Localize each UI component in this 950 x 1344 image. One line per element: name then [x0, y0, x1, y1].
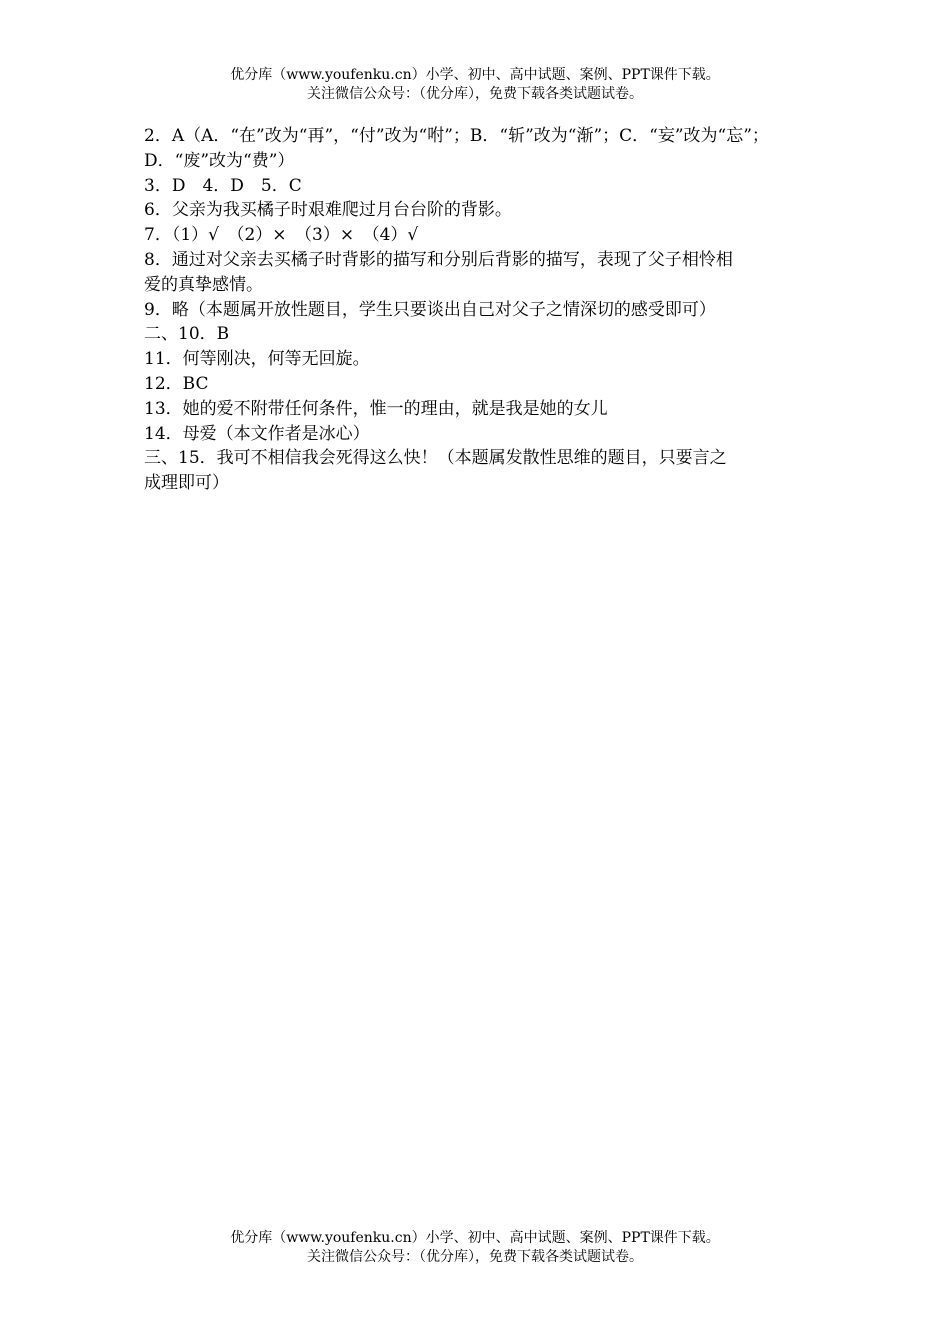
- answer-line: 爱的真挚感情。: [144, 274, 263, 295]
- answer-line: 3．D 4．D 5．C: [144, 175, 302, 196]
- header-line-2: 关注微信公众号：（优分库），免费下载各类试题试卷。: [307, 86, 643, 102]
- answer-line: 2．A（A．“在”改为“再”，“付”改为“咐”；B．“斩”改为“渐”；C．“妄”改为“忘”；: [144, 126, 769, 146]
- footer-line-1: 优分库（www.youfenku.cn）小学、初中、高中试题、案例、PPT课件下载。: [230, 1230, 720, 1246]
- footer-line-2: 关注微信公众号：（优分库），免费下载各类试题试卷。: [307, 1249, 643, 1265]
- answer-line: 二、10．B: [144, 324, 230, 345]
- answer-line: 12．BC: [144, 373, 209, 394]
- answer-line: 13．她的爱不附带任何条件，惟一的理由，就是我是她的女儿: [144, 398, 608, 419]
- page-header: [0, 66, 950, 104]
- answer-line: 三、15．我可不相信我会死得这么快！（本题属发散性思维的题目，只要言之: [144, 448, 727, 469]
- answer-line: 14．母爱（本文作者是冰心）: [144, 423, 370, 444]
- answer-line: 8．通过对父亲去买橘子时背影的描写和分别后背影的描写，表现了父子相怜相: [144, 249, 733, 270]
- page-footer: [0, 1229, 950, 1267]
- answer-line: 9．略（本题属开放性题目，学生只要谈出自己对父子之情深切的感受即可）: [144, 299, 716, 320]
- answer-body: [144, 124, 824, 496]
- answer-line: 6．父亲为我买橘子时艰难爬过月台台阶的背影。: [144, 200, 512, 221]
- header-line-1: 优分库（www.youfenku.cn）小学、初中、高中试题、案例、PPT课件下载。: [230, 67, 720, 83]
- answer-line: 11．何等刚决，何等无回旋。: [144, 349, 370, 370]
- answer-line: D．“废”改为“费”）: [144, 150, 295, 171]
- answer-line: 7．（1）√ （2）× （3）× （4）√: [144, 225, 419, 246]
- answer-line: 成理即可）: [144, 473, 229, 494]
